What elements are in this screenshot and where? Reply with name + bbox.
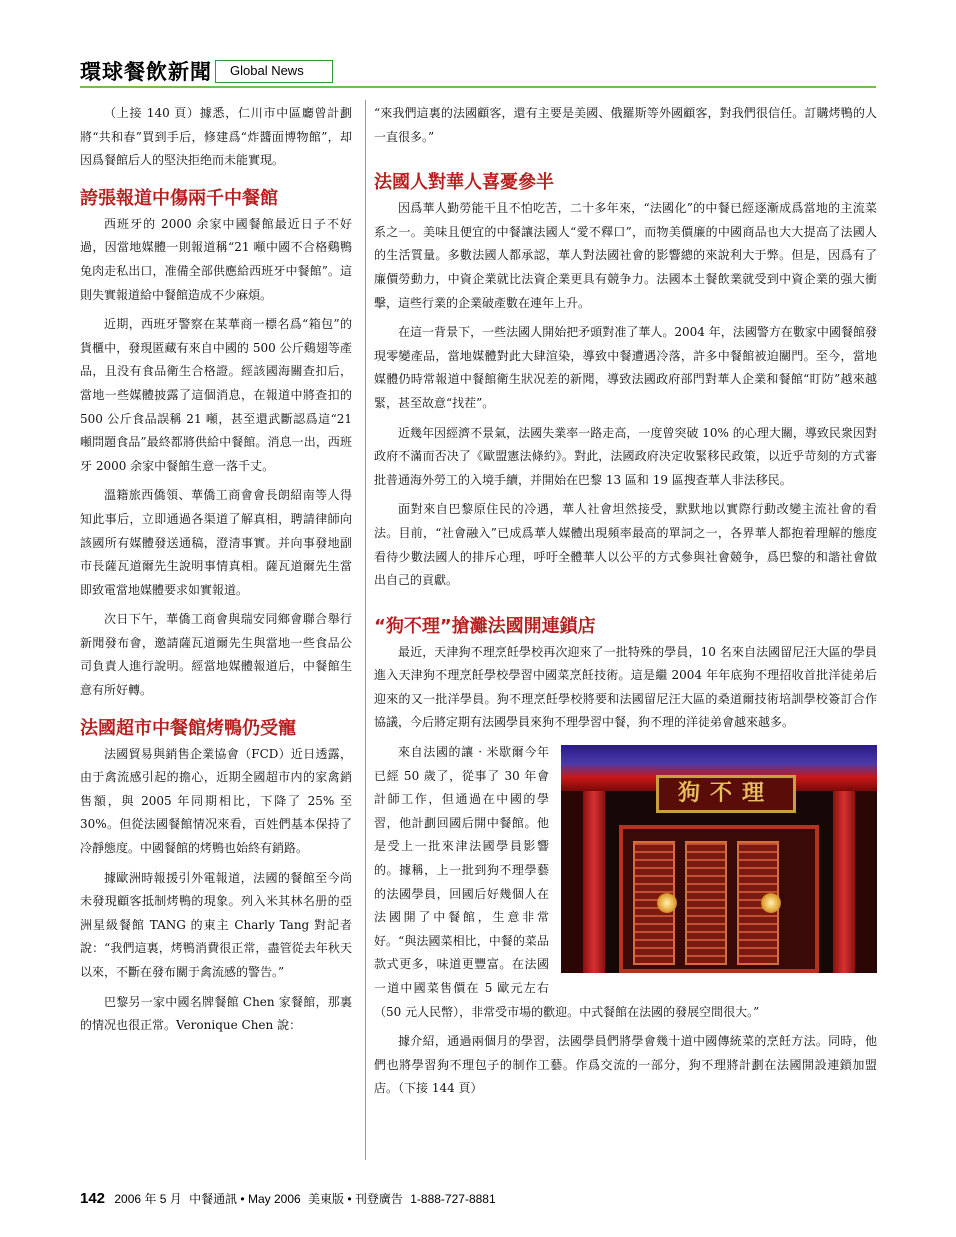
article-title-french-attitudes: 法國人對華人喜憂參半 xyxy=(374,172,554,194)
page-number: 142 xyxy=(80,1190,106,1207)
footer-date: 2006 年 5 月 xyxy=(114,1192,182,1206)
footer-publication: 中餐通訊 • May 2006 xyxy=(189,1192,301,1206)
photo-sign-text: 狗不理 xyxy=(677,780,774,807)
photo-door-panel xyxy=(685,841,727,965)
article-paragraph: 西班牙的 2000 余家中國餐館最近日子不好過，因當地媒體一則報道稱“21 噸中國不合格鷄鴨兔肉走私出口，准備全部供應給西班牙中餐館”。這則失實報道給中餐館造成不少麻煩。 xyxy=(80,216,352,302)
section-label: Global News xyxy=(215,60,333,83)
article-paragraph: 法國貿易與銷售企業協會（FCD）近日透露，由于禽流感引起的擔心，近期全國超市内的家禽銷售額，與 2005 年同期相比，下降了 25% 至 30%。但從法國餐館情况來看，百姓們基本保持了冷靜態度。中國餐館的烤鴨也始終有銷路。 xyxy=(80,746,352,856)
article-paragraph: 因爲華人勤勞能干且不怕吃苦，二十多年來，“法國化”的中餐已經逐漸成爲當地的主流菜系之一。美味且便宜的中餐讓法國人“愛不釋口”，而物美價廉的中國商品也大大提高了法國人的生活質量。多數法國人都承認，華人對法國社會的影響總的來說利大于弊。但是，因爲有了廉價勞動力，中資企業就比法資企業更具有競争力。法國本土餐飲業就受到中資企業的强大衝擊，這些行業的企業破產數在連年上升。 xyxy=(374,201,877,310)
right-column xyxy=(374,102,877,1107)
section-title: 環球餐飲新聞 xyxy=(80,60,212,84)
article-paragraph: 面對來自巴黎原住民的冷遇，華人社會坦然接受，默默地以實際行動改變主流社會的看法。目前，“社會融入”已成爲華人媒體出現頻率最高的單詞之一，各界華人都抱着理解的態度看待少數法國人的排斥心理，呼吁全體華人以公平的方式參與社會競争，爲巴黎的和諧社會做出自己的貢獻。 xyxy=(374,502,877,588)
page-footer xyxy=(80,1190,500,1207)
header-rule xyxy=(80,86,876,88)
photo-lantern xyxy=(761,893,781,913)
article-title-goubuli: “狗不理”搶灘法國開連鎖店 xyxy=(374,615,596,637)
photo-pillar xyxy=(833,791,855,973)
article-paragraph: 溫籍旅西僑領、華僑工商會會長朗紹南等人得知此事后，立即通過各渠道了解真相，聘請律師向該國所有媒體發送通稿，澄清事實。并向事發地副市長薩瓦道爾先生說明事情真相。薩瓦道爾先生當即致電當地媒體要求如實報道。 xyxy=(80,488,352,597)
photo-sign xyxy=(656,775,796,813)
continuation-paragraph: “來我們這裏的法國顧客，還有主要是美國、俄羅斯等外國顧客，對我們很信任。訂購烤鴨的人一直很多。” xyxy=(374,106,877,144)
article-paragraph: 在這一背景下，一些法國人開始把矛頭對准了華人。2004 年，法國警方在數家中國餐館發現零變產品，當地媒體對此大肆渲染，導致中餐遭遇冷落，許多中餐館被迫關門。至今，當地媒體仍時常報道中餐館衛生狀况差的新聞，導致法國政府部門對華人企業和餐館“盯防”越來越緊，甚至故意“找茬”。 xyxy=(374,325,877,410)
article-paragraph: 近期，西班牙警察在某華商一標名爲“箱包”的貨櫃中，發現匿藏有來自中國的 500 公斤鷄翅等產品，且没有食品衛生合格證。經該國海關查扣后，當地一些媒體披露了這個消息，在報道中將查扣的 500 公斤食品誤稱 21 噸，甚至還武斷認爲這“21 噸問題食品”最終都將供給中餐館。消息一出，西班牙 2000 余家中餐館生意一落千丈。 xyxy=(80,317,352,473)
article-paragraph: 據介紹，通過兩個月的學習，法國學員們將學會幾十道中國傳統菜的烹飪方法。同時，他們也將學習狗不理包子的制作工藝。作爲交流的一部分，狗不理將計劃在法國開設連鎖加盟店。（下接 144 頁） xyxy=(374,1034,877,1096)
article-paragraph: 據歐洲時報援引外電報道，法國的餐館至今尚未發現顧客抵制烤鴨的現象。列入米其林名册的亞洲星級餐館 TANG 的東主 Charly Tang 對記者說：“我們這裏，烤鴨消費很正常，盡管從去年秋天以來，不斷在發布關于禽流感的警告。” xyxy=(80,870,352,979)
left-column xyxy=(80,102,352,1044)
article-paragraph: 最近，天津狗不理烹飪學校再次迎來了一批特殊的學員，10 名來自法國留尼汪大區的學員進入天津狗不理烹飪學校學習中國菜烹飪技術。這是繼 2004 年年底狗不理招收首批洋徒弟后迎來的又一批洋學員。狗不理烹飪學校將要和法國留尼汪大區的桑道爾技術培訓學校簽訂合作協議，今后將定期有法國學員來狗不理學習中餐，狗不理的洋徒弟會越來越多。 xyxy=(374,644,877,730)
photo-lantern xyxy=(657,893,677,913)
column-divider xyxy=(365,100,366,1160)
article-paragraph: 近幾年因經濟不景氣，法國失業率一路走高，一度曾突破 10% 的心理大關，導致民衆因對政府不滿而否决了《歐盟憲法條約》。對此，法國政府决定收緊移民政策，以近乎苛刻的方式審批普通海外勞工的入境手續，并開始在巴黎 13 區和 19 區搜查華人非法移民。 xyxy=(374,425,877,487)
footer-edition: 美東版 • 刊登廣告 xyxy=(308,1192,403,1206)
footer-phone: 1-888-727-8881 xyxy=(410,1192,496,1206)
article-paragraph: 來自法國的讓 · 米歇爾今年已經 50 歲了，從事了 30 年會計師工作，但通過在中國的學習，他計劃回國后開中餐館。他是受上一批來津法國學員影響的。據稱，上一批到狗不理學藝的法國學員，回國后好幾個人在法國開了中餐館，生意非常好。“與法國菜相比，中餐的菜品款式更多，味道更豐富。在法國一道中國菜售價在 5 歐元左右（50 元人民幣），非常受市場的歡迎。中式餐館在法國的發展空間很大。” xyxy=(374,745,760,1019)
photo-wall xyxy=(561,791,583,973)
intro-paragraph: （上接 140 頁）據悉，仁川市中區廳曾計劃將“共和春”買到手后，修建爲“炸醬面博物館”，却因爲餐館后人的堅決拒绝而未能實現。 xyxy=(80,106,352,168)
photo-pillar xyxy=(583,791,605,973)
article-title-roast-duck: 法國超市中餐館烤鴨仍受寵 xyxy=(80,717,296,739)
article-paragraph: 次日下午，華僑工商會與瑞安同鄉會聯合舉行新聞發布會，邀請薩瓦道爾先生與當地一些食品公司負責人進行說明。經當地媒體報道后，中餐館生意有所好轉。 xyxy=(80,612,352,698)
article-title-spain: 誇張報道中傷兩千中餐館 xyxy=(80,187,278,209)
photo-wall xyxy=(855,791,877,973)
restaurant-photo xyxy=(561,745,877,973)
article-paragraph: 巴黎另一家中國名牌餐館 Chen 家餐館，那裏的情况也很正常。Veronique Chen 說： xyxy=(80,994,352,1033)
